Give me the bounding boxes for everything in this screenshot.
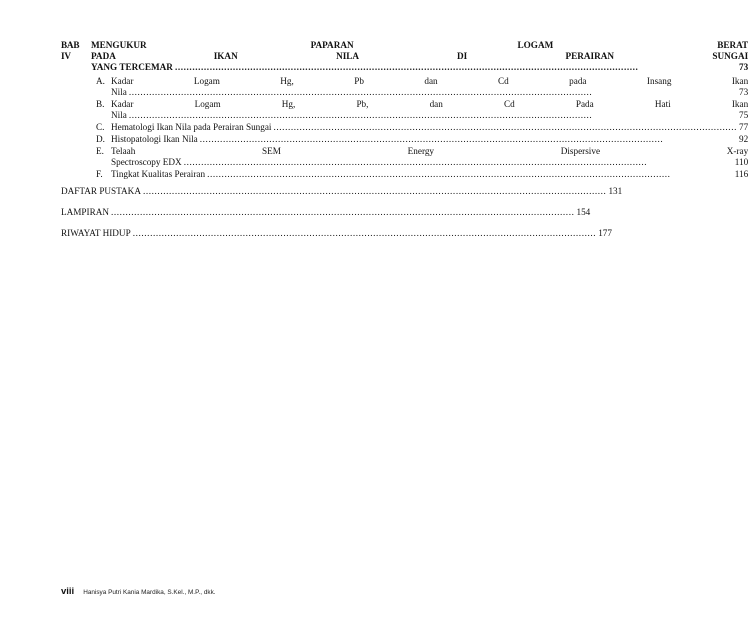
- item-letter: E.: [96, 146, 104, 156]
- item-letter: D.: [96, 134, 105, 144]
- toc-item: [96, 99, 748, 121]
- toc-item: [96, 76, 748, 98]
- dot-leader: [143, 186, 607, 197]
- page-number: viii: [61, 586, 75, 597]
- item-title: Histopatologi Ikan Nila: [111, 134, 198, 144]
- chapter-number: BAB IV: [61, 40, 80, 61]
- item-letter: B.: [96, 99, 105, 109]
- entry-label: LAMPIRAN: [61, 207, 109, 217]
- toc-entry-lampiran: [61, 207, 591, 218]
- toc-entry-riwayat-hidup: [61, 228, 612, 239]
- item-title-line-2: Nila: [111, 110, 127, 120]
- dot-leader: [273, 122, 737, 133]
- chapter-page: 73: [738, 62, 748, 72]
- chapter-title-line-3: YANG TERCEMAR: [91, 62, 173, 72]
- chapter-title-line-1: MENGUKUR PAPARAN LOGAM BERAT: [91, 40, 748, 50]
- chapter-body: [91, 40, 748, 181]
- back-matter: [61, 186, 623, 239]
- footer-author: Hanisya Putri Kania Mardika, S.Kel., M.P., dkk.: [83, 589, 216, 596]
- item-title: Tingkat Kualitas Perairan: [111, 169, 206, 179]
- toc-item: [96, 134, 748, 145]
- entry-page: 177: [598, 228, 612, 238]
- page-footer: [61, 586, 216, 597]
- chapter-title-last-line: [91, 62, 748, 73]
- item-title-line-2: Spectroscopy EDX: [111, 157, 182, 167]
- entry-label: RIWAYAT HIDUP: [61, 228, 131, 238]
- dot-leader: [133, 228, 597, 239]
- item-page: 116: [734, 169, 748, 179]
- item-letter: A.: [96, 76, 105, 86]
- dot-leader: [207, 169, 733, 180]
- item-page: 110: [734, 157, 748, 167]
- dot-leader: [111, 207, 575, 218]
- item-page: 92: [738, 134, 748, 144]
- table-of-contents: [61, 40, 748, 249]
- dot-leader: [129, 87, 737, 98]
- dot-leader: [175, 62, 737, 73]
- entry-label: DAFTAR PUSTAKA: [61, 186, 141, 196]
- item-title: Hematologi Ikan Nila pada Perairan Sungai: [111, 122, 272, 132]
- item-title-line-2: Nila: [111, 87, 127, 97]
- toc-item: [96, 122, 748, 133]
- toc-entry-daftar-pustaka: [61, 186, 623, 197]
- entry-page: 154: [576, 207, 591, 217]
- chapter-title-line-2: PADA IKAN NILA DI PERAIRAN SUNGAI: [91, 51, 748, 61]
- toc-chapter: [61, 40, 748, 181]
- item-page: 75: [738, 110, 748, 120]
- dot-leader: [129, 110, 737, 121]
- dot-leader: [184, 157, 733, 168]
- chapter-sections: [91, 76, 748, 180]
- item-title-line-1: Telaah SEM Energy Dispersive X-ray: [111, 146, 748, 156]
- item-page: 77: [738, 122, 748, 132]
- dot-leader: [200, 134, 737, 145]
- item-letter: C.: [96, 122, 105, 132]
- entry-page: 131: [608, 186, 623, 196]
- toc-item: [96, 146, 748, 168]
- item-title-line-1: Kadar Logam Hg, Pb dan Cd pada Insang Ikan: [111, 76, 748, 86]
- item-title-line-1: Kadar Logam Hg, Pb, dan Cd Pada Hati Ikan: [111, 99, 748, 109]
- toc-item: [96, 169, 748, 180]
- item-page: 73: [738, 87, 748, 97]
- item-letter: F.: [96, 169, 103, 179]
